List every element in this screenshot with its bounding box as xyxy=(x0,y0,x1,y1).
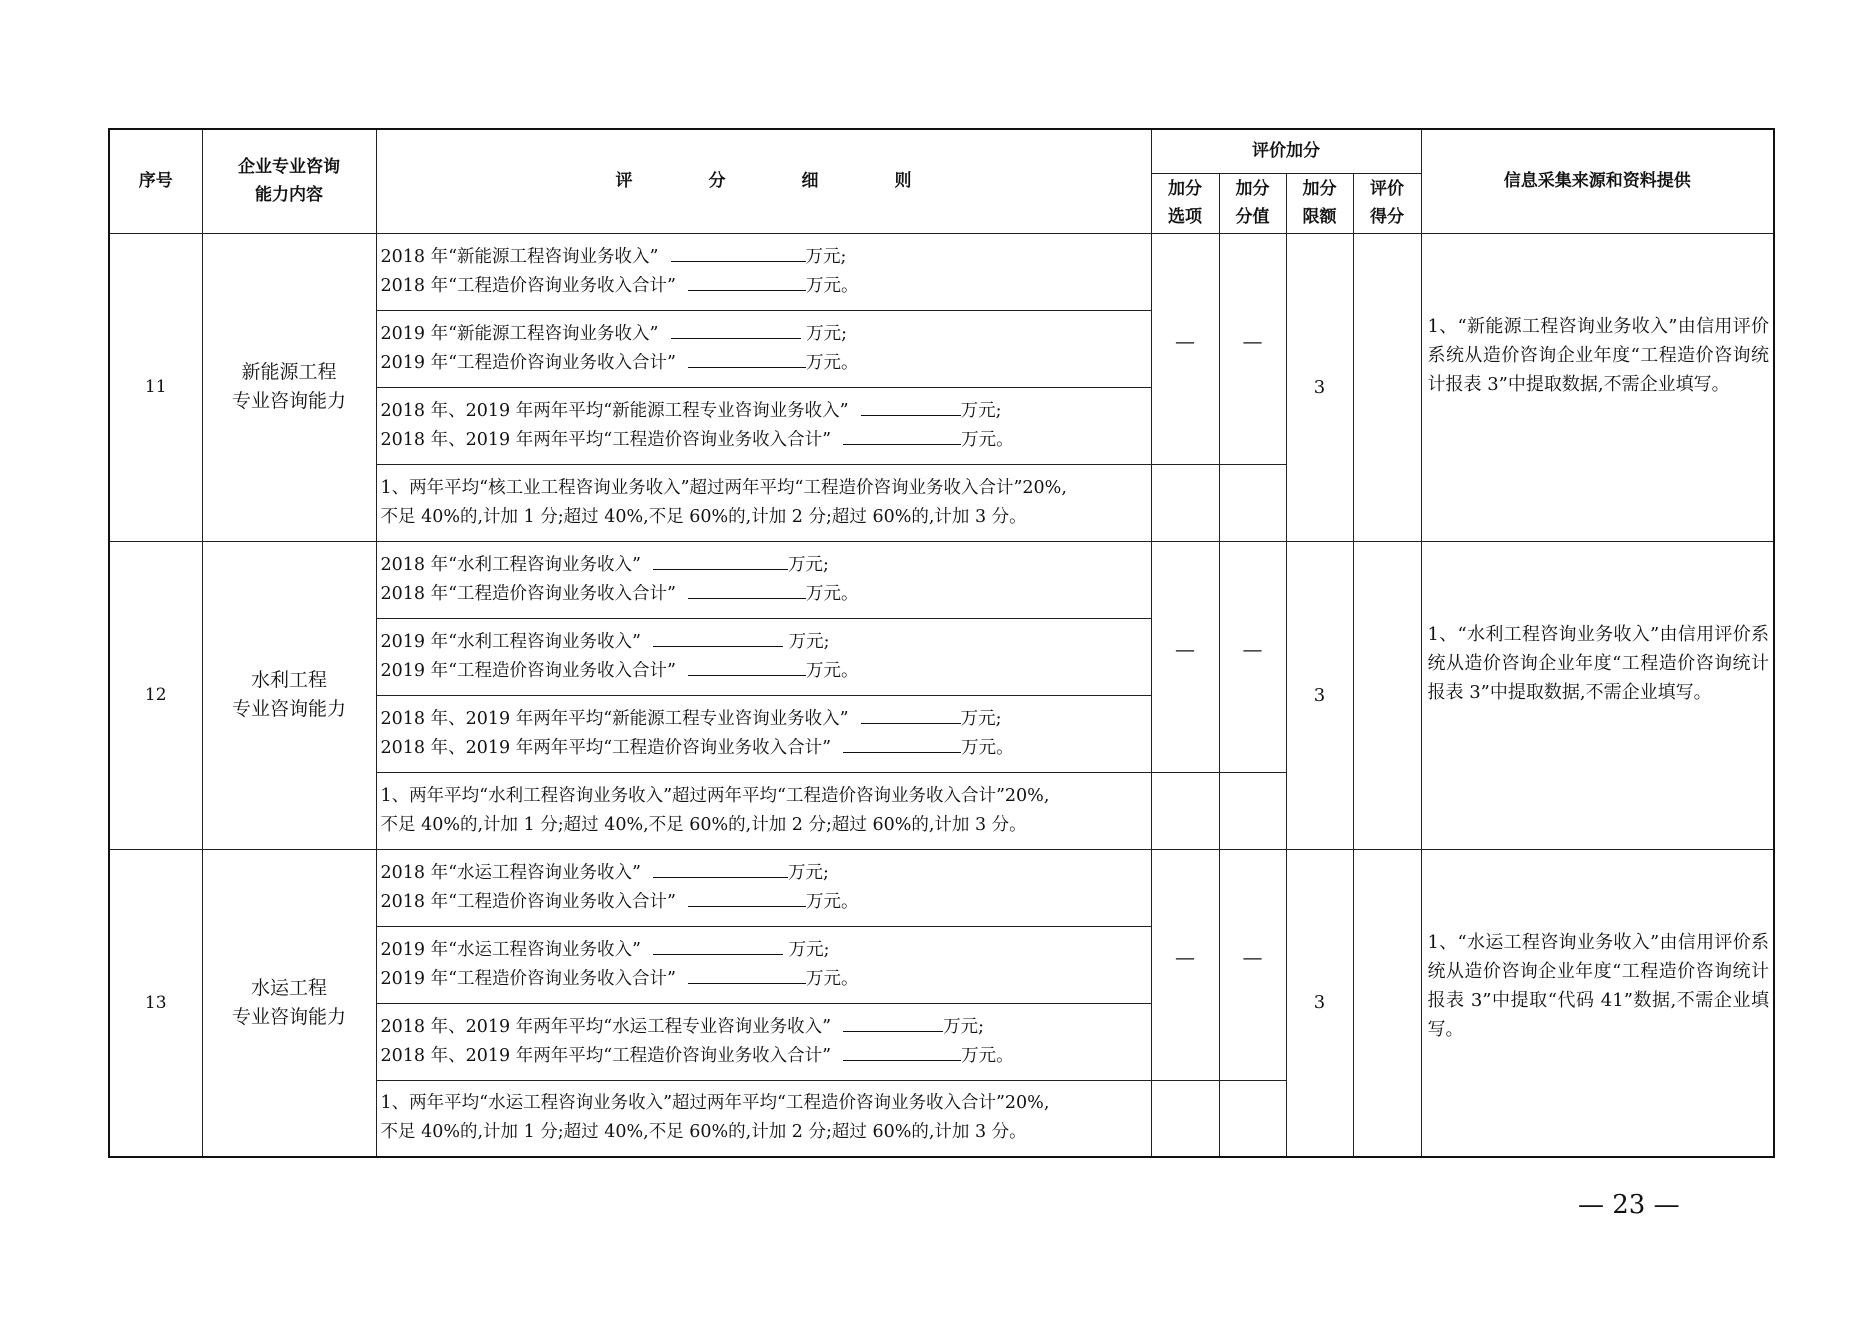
info-source-header: 信息采集来源和资料提供 xyxy=(1421,129,1774,233)
rule-cell xyxy=(376,541,1151,618)
eval-score-cell[interactable] xyxy=(1353,541,1421,849)
info-source-cell: 1、“水利工程咨询业务收入”由信用评价系统从造价咨询企业年度“工程造价咨询统计报表 3”中提取数据,不需企业填写。 xyxy=(1421,541,1774,849)
rule-line xyxy=(381,426,1151,455)
rule-cell xyxy=(376,849,1151,926)
rule-unit: 万元; xyxy=(800,323,847,344)
rules-header-char: 细 xyxy=(801,171,819,192)
rule-line xyxy=(381,474,1151,503)
rule-text: 2018 年、2019 年两年平均“工程造价咨询业务收入合计” xyxy=(380,429,832,450)
row-capability xyxy=(202,541,376,849)
rule-text: 2018 年“水利工程咨询业务收入” xyxy=(380,554,641,575)
rule-line xyxy=(381,936,1151,965)
rule-unit: 万元。 xyxy=(806,583,859,604)
rule-line xyxy=(381,628,1151,657)
rule-line xyxy=(381,888,1151,917)
capability-line: 新能源工程 xyxy=(241,361,337,383)
rule-unit: 万元。 xyxy=(806,352,859,373)
fill-in-blank[interactable] xyxy=(653,628,783,647)
rule-cell xyxy=(376,1003,1151,1080)
capability-header-line2: 能力内容 xyxy=(255,185,323,206)
rule-unit: 万元。 xyxy=(806,275,859,296)
bonus-limit-cell: 3 xyxy=(1286,541,1353,849)
rule-line xyxy=(381,349,1151,378)
eval-score-cell[interactable] xyxy=(1353,849,1421,1157)
rule-line xyxy=(381,320,1151,349)
bonus-value-cell xyxy=(1219,772,1286,849)
capability-header xyxy=(202,129,376,233)
rule-unit: 万元; xyxy=(960,400,1002,421)
fill-in-blank[interactable] xyxy=(653,859,788,878)
bonus-option-cell: — xyxy=(1151,233,1219,464)
fill-in-blank[interactable] xyxy=(843,734,961,753)
eval-score-header: 评价 得分 xyxy=(1353,173,1421,233)
fill-in-blank[interactable] xyxy=(843,426,961,445)
fill-in-blank[interactable] xyxy=(653,936,783,955)
rule-line xyxy=(381,965,1151,994)
rules-header-char: 则 xyxy=(894,171,912,192)
rule-line xyxy=(381,272,1151,301)
bonus-group-header: 评价加分 xyxy=(1151,129,1421,173)
rule-text: 2019 年“水运工程咨询业务收入” xyxy=(380,939,641,960)
row-seq: 12 xyxy=(109,541,202,849)
rule-unit: 万元; xyxy=(943,1016,984,1037)
info-source-cell: 1、“水运工程咨询业务收入”由信用评价系统从造价咨询企业年度“工程造价咨询统计报表 3”中提取“代码 41”数据,不需企业填写。 xyxy=(1421,849,1774,1157)
rule-unit: 万元。 xyxy=(806,891,859,912)
eval-score-cell[interactable] xyxy=(1353,233,1421,541)
bonus-value-cell: — xyxy=(1219,849,1286,1080)
rule-text: 1、两年平均“水运工程咨询业务收入”超过两年平均“工程造价咨询业务收入合计”20%, xyxy=(380,1093,1050,1114)
rule-unit: 万元; xyxy=(783,939,830,960)
fill-in-blank[interactable] xyxy=(688,888,806,907)
table-row xyxy=(109,849,1774,926)
rule-text: 2018 年“工程造价咨询业务收入合计” xyxy=(380,275,676,296)
rule-cell xyxy=(376,233,1151,310)
bonus-option-cell xyxy=(1151,772,1219,849)
rule-cell xyxy=(376,695,1151,772)
fill-in-blank[interactable] xyxy=(671,320,801,339)
rule-text: 2018 年“水运工程咨询业务收入” xyxy=(380,862,641,883)
row-seq: 11 xyxy=(109,233,202,541)
rule-unit: 万元; xyxy=(783,631,830,652)
bonus-value-cell: — xyxy=(1219,233,1286,464)
fill-in-blank[interactable] xyxy=(688,272,806,291)
rule-text: 2019 年“工程造价咨询业务收入合计” xyxy=(380,968,676,989)
info-source-cell: 1、“新能源工程咨询业务收入”由信用评价系统从造价咨询企业年度“工程造价咨询统计报表 3”中提取数据,不需企业填写。 xyxy=(1421,233,1774,541)
rule-unit: 万元。 xyxy=(806,660,859,681)
row-capability xyxy=(202,849,376,1157)
rule-line xyxy=(381,1042,1151,1071)
table-row xyxy=(109,541,1774,618)
fill-in-blank[interactable] xyxy=(861,397,961,416)
rule-text: 2018 年“工程造价咨询业务收入合计” xyxy=(380,583,676,604)
rule-text: 2018 年“工程造价咨询业务收入合计” xyxy=(380,891,676,912)
bonus-limit-cell: 3 xyxy=(1286,233,1353,541)
fill-in-blank[interactable] xyxy=(843,1042,961,1061)
rule-text: 2019 年“新能源工程咨询业务收入” xyxy=(380,323,659,344)
rule-text: 2018 年、2019 年两年平均“工程造价咨询业务收入合计” xyxy=(380,1045,832,1066)
bonus-option-cell xyxy=(1151,464,1219,541)
rules-header-char: 分 xyxy=(708,171,726,192)
rule-line xyxy=(381,243,1151,272)
rule-text: 1、两年平均“核工业工程咨询业务收入”超过两年平均“工程造价咨询业务收入合计”20%, xyxy=(380,477,1067,498)
bonus-value-cell xyxy=(1219,1080,1286,1157)
rule-unit: 万元; xyxy=(788,862,829,883)
rule-cell xyxy=(376,310,1151,387)
rule-text: 2018 年、2019 年两年平均“新能源工程专业咨询业务收入” xyxy=(380,400,849,421)
rule-cell xyxy=(376,464,1151,541)
rule-cell xyxy=(376,618,1151,695)
capability-line: 水利工程 xyxy=(250,669,327,691)
rule-line xyxy=(381,811,1151,840)
rule-unit: 万元。 xyxy=(961,429,1014,450)
rule-text: 不足 40%的,计加 1 分;超过 40%,不足 60%的,计加 2 分;超过 60%的,计加 3 分。 xyxy=(380,1122,1027,1143)
bonus-value-cell xyxy=(1219,464,1286,541)
rule-text: 2019 年“工程造价咨询业务收入合计” xyxy=(380,352,676,373)
rule-unit: 万元。 xyxy=(961,1045,1014,1066)
row-capability xyxy=(202,233,376,541)
rule-cell xyxy=(376,387,1151,464)
rule-text: 2018 年、2019 年两年平均“水运工程专业咨询业务收入” xyxy=(380,1016,832,1037)
fill-in-blank[interactable] xyxy=(671,243,806,262)
rule-text: 不足 40%的,计加 1 分;超过 40%,不足 60%的,计加 2 分;超过 60%的,计加 3 分。 xyxy=(380,814,1027,835)
fill-in-blank[interactable] xyxy=(688,965,806,984)
rule-cell xyxy=(376,926,1151,1003)
rule-text: 2019 年“工程造价咨询业务收入合计” xyxy=(380,660,676,681)
rule-line xyxy=(381,551,1151,580)
bonus-value-cell: — xyxy=(1219,541,1286,772)
capability-header-line1: 企业专业咨询 xyxy=(238,157,340,178)
table-body xyxy=(109,233,1774,1157)
rule-unit: 万元。 xyxy=(961,737,1014,758)
bonus-limit-header: 加分 限额 xyxy=(1286,173,1353,233)
fill-in-blank[interactable] xyxy=(653,551,788,570)
rule-line xyxy=(381,503,1151,532)
rule-line xyxy=(381,705,1151,734)
fill-in-blank[interactable] xyxy=(688,349,806,368)
bonus-limit-cell: 3 xyxy=(1286,849,1353,1157)
capability-line: 水运工程 xyxy=(250,976,327,999)
scoring-table xyxy=(108,128,1775,1158)
table-row xyxy=(109,233,1774,310)
rule-line xyxy=(381,1089,1151,1118)
bonus-option-header: 加分 选项 xyxy=(1151,173,1219,233)
rule-line xyxy=(381,1013,1151,1042)
bonus-option-cell xyxy=(1151,1080,1219,1157)
bonus-value-header: 加分 分值 xyxy=(1219,173,1286,233)
rule-text: 2018 年、2019 年两年平均“新能源工程专业咨询业务收入” xyxy=(380,708,849,729)
capability-line: 专业咨询能力 xyxy=(231,1005,346,1028)
rule-unit: 万元; xyxy=(788,554,829,575)
rule-text: 1、两年平均“水利工程咨询业务收入”超过两年平均“工程造价咨询业务收入合计”20%, xyxy=(380,785,1050,806)
rule-text: 2019 年“水利工程咨询业务收入” xyxy=(380,631,641,652)
rule-unit: 万元; xyxy=(805,246,847,267)
rule-line xyxy=(381,782,1151,811)
fill-in-blank[interactable] xyxy=(688,580,806,599)
rule-text: 2018 年、2019 年两年平均“工程造价咨询业务收入合计” xyxy=(380,737,832,758)
row-seq: 13 xyxy=(109,849,202,1157)
rule-cell xyxy=(376,1080,1151,1157)
rule-text: 不足 40%的,计加 1 分;超过 40%,不足 60%的,计加 2 分;超过 60%的,计加 3 分。 xyxy=(380,506,1027,527)
rule-line xyxy=(381,657,1151,686)
bonus-option-cell: — xyxy=(1151,541,1219,772)
page-number: — 23 — xyxy=(1578,1190,1680,1220)
seq-header: 序号 xyxy=(109,129,202,233)
fill-in-blank[interactable] xyxy=(688,657,806,676)
rules-header xyxy=(376,129,1151,233)
fill-in-blank[interactable] xyxy=(843,1013,943,1032)
capability-line: 专业咨询能力 xyxy=(231,698,346,720)
rule-cell xyxy=(376,772,1151,849)
rule-text: 2018 年“新能源工程咨询业务收入” xyxy=(380,246,659,267)
rule-line xyxy=(381,397,1151,426)
rule-unit: 万元; xyxy=(960,708,1002,729)
fill-in-blank[interactable] xyxy=(861,705,961,724)
rule-line xyxy=(381,859,1151,888)
capability-line: 专业咨询能力 xyxy=(231,390,346,412)
rule-line xyxy=(381,580,1151,609)
rules-header-char: 评 xyxy=(615,171,633,192)
rule-line xyxy=(381,734,1151,763)
rule-unit: 万元。 xyxy=(806,968,859,989)
bonus-option-cell: — xyxy=(1151,849,1219,1080)
rule-line xyxy=(381,1118,1151,1147)
